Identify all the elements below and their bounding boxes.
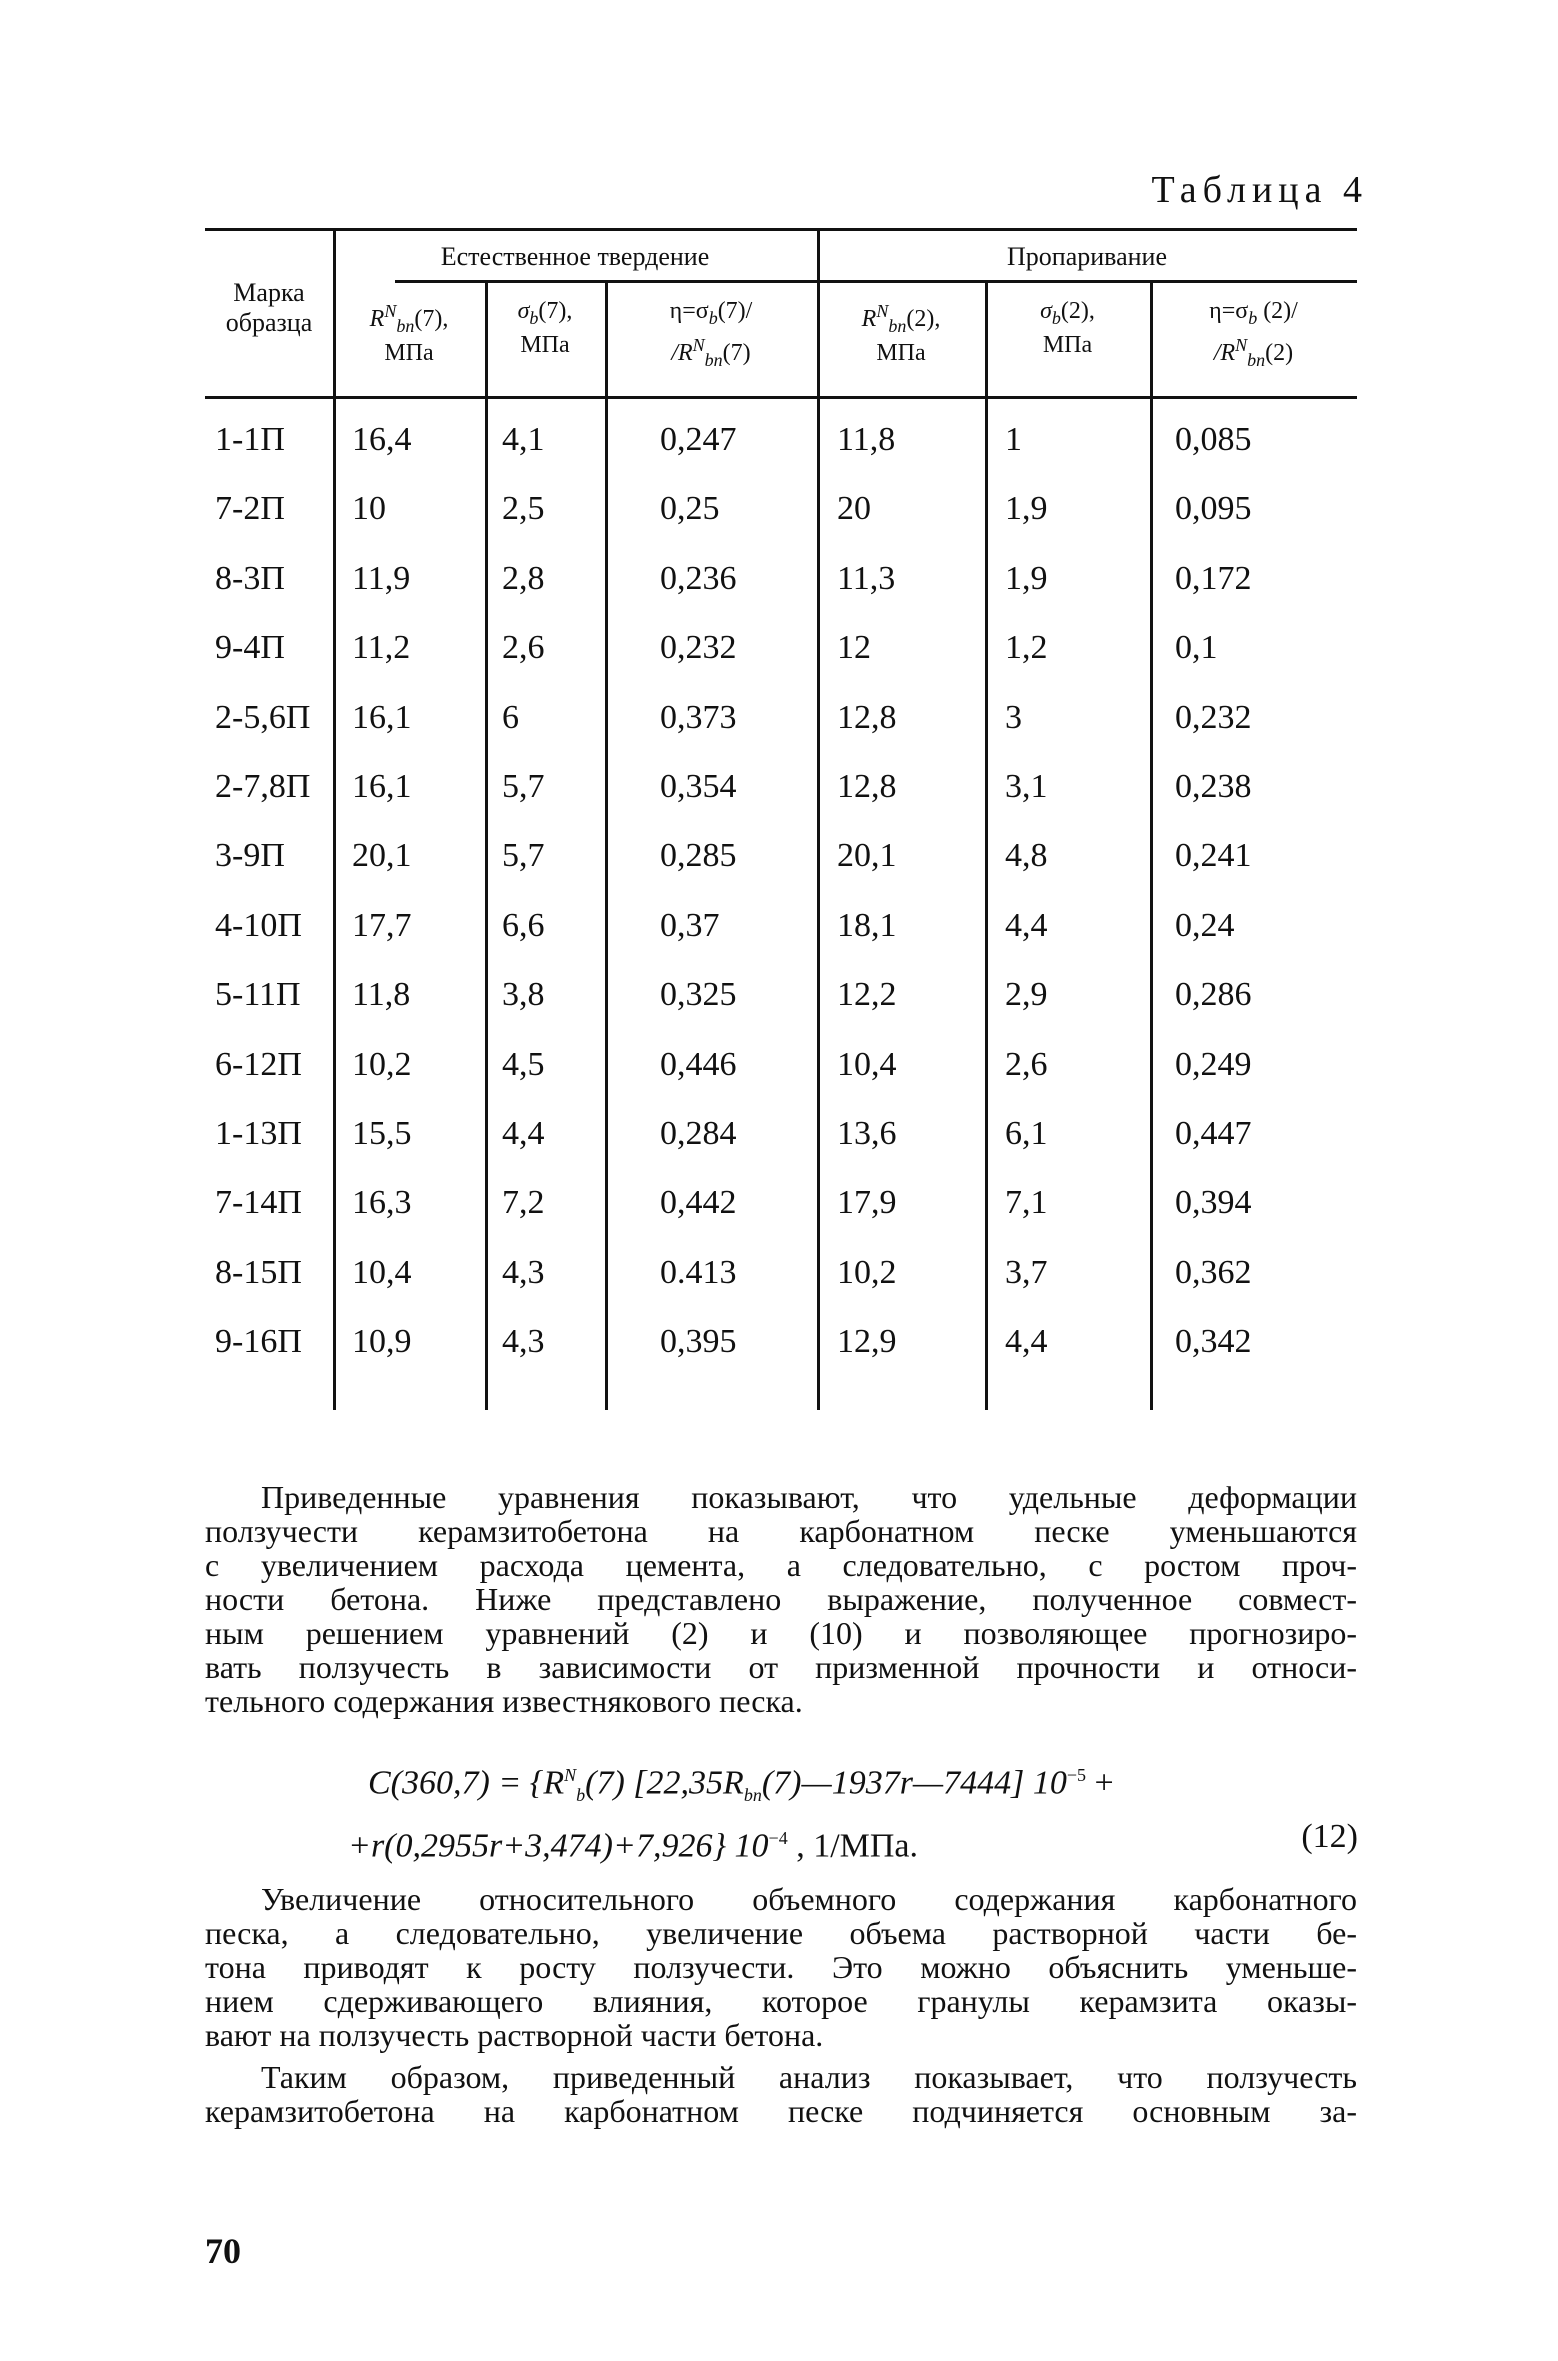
table-cell: 13,6 xyxy=(837,1115,897,1152)
header-mark-line2: образца xyxy=(225,308,313,337)
header-natural-eta-den-sup: N xyxy=(692,334,705,355)
table-cell: 1,9 xyxy=(1005,559,1048,597)
formula-2-b: , 1/МПа. xyxy=(787,1827,919,1865)
table-cell: 3,1 xyxy=(1005,768,1048,805)
paragraph-1 xyxy=(205,1480,1357,1718)
table-cell: 11,3 xyxy=(837,559,896,597)
header-natural-eta-tail: (7)/ xyxy=(717,298,753,324)
table-cell: 0,395 xyxy=(660,1323,737,1361)
table-cell-mark: 9-16П xyxy=(215,1323,302,1361)
table-cell: 11,8 xyxy=(837,421,896,458)
table-cell: 0,446 xyxy=(660,1045,737,1083)
formula-1-exp: −5 xyxy=(1066,1765,1087,1785)
table-cell: 11,8 xyxy=(352,976,411,1014)
table-cell: 2,9 xyxy=(1005,976,1048,1014)
formula-1-b: (7) [22,35R xyxy=(585,1764,744,1802)
col-divider-1 xyxy=(333,228,336,1410)
header-natural-sigma-unit: МПа xyxy=(520,331,570,358)
table-cell: 16,1 xyxy=(352,698,412,736)
header-group-natural: Естественное твердение xyxy=(440,242,710,271)
table-cell: 0,325 xyxy=(660,976,737,1014)
table-cell: 5,7 xyxy=(502,837,545,875)
header-steam-rbn-sub: bn xyxy=(888,315,907,336)
table-cell: 17,7 xyxy=(352,906,412,944)
formula-1-d: + xyxy=(1086,1764,1114,1802)
table-cell: 0,247 xyxy=(660,421,737,458)
table-cell: 4,5 xyxy=(502,1045,545,1083)
header-steam-eta-den-sup: N xyxy=(1235,334,1248,355)
formula-1-sub2: bn xyxy=(743,1785,762,1806)
header-steam-eta-sym: η=σ xyxy=(1209,298,1249,324)
paragraph-2-line: нием сдерживающего влияния, которое гранулы керамзита оказы- xyxy=(205,1983,1357,2019)
table-caption: Таблица 4 xyxy=(1151,169,1368,211)
paragraph-3 xyxy=(205,2060,1357,2128)
header-steam-eta-tail: (2)/ xyxy=(1257,298,1298,324)
col-divider-6 xyxy=(1150,280,1153,1410)
header-natural-eta-den-sub: bn xyxy=(704,349,723,370)
table-cell: 2,5 xyxy=(502,490,545,528)
table-cell-mark: 8-3П xyxy=(215,559,285,597)
header-natural-sigma-tail: (7), xyxy=(538,298,573,324)
header-natural-rbn-sym: R xyxy=(369,306,385,332)
paragraph-1-line: ным решением уравнений (2) и (10) и позволяющее прогнозиро- xyxy=(205,1615,1357,1651)
header-natural-eta-den: /R xyxy=(671,339,693,366)
table-cell: 2,8 xyxy=(502,559,545,597)
header-natural-rbn xyxy=(333,298,485,367)
header-steam-eta xyxy=(1150,298,1357,374)
table-cell: 15,5 xyxy=(352,1115,412,1152)
header-mark-line1: Марка xyxy=(233,278,305,307)
table-cell-mark: 7-2П xyxy=(215,490,285,528)
paragraph-1-line: вать ползучесть в зависимости от призменной прочности и относи- xyxy=(205,1649,1357,1685)
table-cell: 10 xyxy=(352,490,386,528)
formula-line-1 xyxy=(368,1755,1114,1815)
paragraph-2 xyxy=(205,1882,1357,2052)
table-cell: 20 xyxy=(837,490,871,528)
paragraph-1-line: Приведенные уравнения показывают, что удельные деформации xyxy=(261,1479,1357,1515)
table-cell: 12,8 xyxy=(837,698,897,736)
table-cell: 0,24 xyxy=(1175,906,1235,944)
table-cell: 0,286 xyxy=(1175,976,1252,1014)
header-natural-rbn-sup: N xyxy=(384,301,397,321)
header-natural-rbn-tail: (7), xyxy=(414,306,449,332)
table-cell: 4,4 xyxy=(1005,1323,1048,1361)
table-cell-mark: 3-9П xyxy=(215,837,285,875)
table-cell: 3 xyxy=(1005,698,1022,736)
table-cell: 11,9 xyxy=(352,559,411,597)
header-natural-sigma xyxy=(485,298,605,359)
table-cell: 17,9 xyxy=(837,1184,897,1222)
paragraph-2-line: тона приводят к росту ползучести. Это можно объяснить уменьше- xyxy=(205,1949,1357,1985)
table-cell: 0,172 xyxy=(1175,559,1252,597)
paragraph-1-line: с увеличением расхода цемента, а следовательно, с ростом проч- xyxy=(205,1547,1357,1583)
header-natural-eta xyxy=(605,298,817,374)
paragraph-3-line: Таким образом, приведенный анализ показывает, что ползучесть xyxy=(261,2059,1357,2095)
header-steam-eta-den-sub: bn xyxy=(1247,349,1266,370)
table-cell: 4,1 xyxy=(502,421,545,458)
table-cell-mark: 1-1П xyxy=(215,421,285,458)
col-divider-4 xyxy=(817,228,820,1410)
header-steam-eta-sub: b xyxy=(1248,307,1258,328)
table-cell: 0,394 xyxy=(1175,1184,1252,1222)
paragraph-3-line: керамзитобетона на карбонатном песке подчиняется основным за- xyxy=(205,2093,1357,2129)
table-cell: 4,3 xyxy=(502,1253,545,1291)
table-cell: 0,354 xyxy=(660,768,737,805)
col-divider-2 xyxy=(485,280,488,1410)
header-steam-eta-den-tail: (2) xyxy=(1265,339,1294,366)
table-cell: 0,095 xyxy=(1175,490,1252,528)
header-natural-sigma-sym: σ xyxy=(517,298,530,324)
table-cell: 11,2 xyxy=(352,629,411,667)
table-cell: 18,1 xyxy=(837,906,897,944)
table-cell: 0.413 xyxy=(660,1253,737,1291)
header-steam-rbn-sup: N xyxy=(876,301,889,321)
table-cell: 1,9 xyxy=(1005,490,1048,528)
table-cell: 10,2 xyxy=(837,1253,897,1291)
header-mark xyxy=(205,278,333,338)
formula-1-c: (7)—1937r—7444] 10 xyxy=(761,1764,1067,1802)
table-cell: 2,6 xyxy=(1005,1045,1048,1083)
header-steam-sigma xyxy=(985,298,1150,359)
table-cell: 0,241 xyxy=(1175,837,1252,875)
table-cell: 4,8 xyxy=(1005,837,1048,875)
table-cell: 7,1 xyxy=(1005,1184,1048,1222)
header-natural-sigma-sub: b xyxy=(529,307,539,328)
col-divider-5 xyxy=(985,280,988,1410)
header-steam-eta-den: /R xyxy=(1213,339,1236,366)
col-divider-3 xyxy=(605,280,608,1410)
table-cell: 5,7 xyxy=(502,768,545,805)
table-cell-mark: 1-13П xyxy=(215,1115,302,1152)
table-cell: 4,3 xyxy=(502,1323,545,1361)
header-steam-rbn xyxy=(817,298,985,367)
header-steam-rbn-unit: МПа xyxy=(876,339,926,366)
header-natural-eta-sym: η=σ xyxy=(669,298,709,324)
formula-2-a: +r(0,2955r+3,474)+7,926} 10 xyxy=(348,1827,769,1865)
page-number: 70 xyxy=(205,2231,241,2271)
header-natural-rbn-unit: МПа xyxy=(384,339,434,366)
table-cell: 20,1 xyxy=(837,837,897,875)
table-cell: 0,249 xyxy=(1175,1045,1252,1083)
formula-1-a: C(360,7) = {R xyxy=(368,1764,565,1802)
table-cell: 10,9 xyxy=(352,1323,412,1361)
paragraph-2-line: вают на ползучесть растворной части бетона. xyxy=(205,2017,824,2053)
header-steam-rbn-sym: R xyxy=(861,306,877,332)
formula-1-sup: N xyxy=(564,1765,577,1785)
data-table xyxy=(205,228,1357,1410)
table-cell: 0,25 xyxy=(660,490,720,528)
table-cell-mark: 9-4П xyxy=(215,629,285,667)
header-steam-sigma-unit: МПа xyxy=(1042,331,1093,358)
table-cell: 0,285 xyxy=(660,837,737,875)
table-cell: 4,4 xyxy=(502,1115,545,1152)
table-cell: 12,9 xyxy=(837,1323,897,1361)
header-steam-rbn-tail: (2), xyxy=(906,306,941,332)
header-natural-eta-den-tail: (7) xyxy=(722,339,751,366)
table-cell: 7,2 xyxy=(502,1184,545,1222)
equation-number: (12) xyxy=(1301,1818,1358,1855)
table-cell: 16,1 xyxy=(352,768,412,805)
table-cell: 0,1 xyxy=(1175,629,1218,667)
header-natural-rbn-sub: bn xyxy=(396,315,415,336)
table-cell-mark: 5-11П xyxy=(215,976,301,1014)
table-cell-mark: 8-15П xyxy=(215,1253,302,1291)
paragraph-1-line: ности бетона. Ниже представлено выражение, полученное совмест- xyxy=(205,1581,1357,1617)
header-bottom-rule xyxy=(205,396,1357,399)
table-cell: 6,6 xyxy=(502,906,545,944)
table-cell: 6,1 xyxy=(1005,1115,1048,1152)
table-cell-mark: 2-7,8П xyxy=(215,768,311,805)
table-cell: 3,8 xyxy=(502,976,545,1014)
table-cell-mark: 2-5,6П xyxy=(215,698,311,736)
header-steam-sigma-sub: b xyxy=(1051,307,1061,328)
table-cell: 0,373 xyxy=(660,698,737,736)
table-cell: 16,3 xyxy=(352,1184,412,1222)
table-cell: 10,4 xyxy=(352,1253,412,1291)
header-steam-sigma-tail: (2), xyxy=(1060,298,1095,324)
table-cell: 1 xyxy=(1005,421,1022,458)
table-cell: 3,7 xyxy=(1005,1253,1048,1291)
table-cell-mark: 6-12П xyxy=(215,1045,302,1083)
formula-2-exp: −4 xyxy=(768,1828,788,1848)
table-cell: 0,085 xyxy=(1175,421,1252,458)
table-cell: 2,6 xyxy=(502,629,545,667)
table-cell: 6 xyxy=(502,698,519,736)
table-top-rule xyxy=(205,228,1357,231)
table-cell: 0,362 xyxy=(1175,1253,1252,1291)
table-cell: 0,232 xyxy=(1175,698,1252,736)
paragraph-2-line: песка, а следовательно, увеличение объема растворной части бе- xyxy=(205,1915,1357,1951)
table-cell: 1,2 xyxy=(1005,629,1048,667)
paragraph-2-line: Увеличение относительного объемного содержания карбонатного xyxy=(261,1881,1357,1917)
paragraph-1-line: тельного содержания известнякового песка. xyxy=(205,1683,803,1719)
table-cell: 20,1 xyxy=(352,837,412,875)
table-cell: 12,2 xyxy=(837,976,897,1014)
table-cell: 0,447 xyxy=(1175,1115,1252,1152)
table-cell: 0,442 xyxy=(660,1184,737,1222)
table-cell: 0,342 xyxy=(1175,1323,1252,1361)
table-cell: 10,2 xyxy=(352,1045,412,1083)
formula-1-sub: b xyxy=(576,1785,586,1806)
table-cell: 0,238 xyxy=(1175,768,1252,805)
table-cell: 0,284 xyxy=(660,1115,737,1152)
table-cell: 0,232 xyxy=(660,629,737,667)
header-natural-eta-sub: b xyxy=(708,307,718,328)
table-cell: 12,8 xyxy=(837,768,897,805)
formula-line-2 xyxy=(348,1818,918,1866)
table-cell: 10,4 xyxy=(837,1045,897,1083)
table-cell-mark: 7-14П xyxy=(215,1184,302,1222)
table-cell: 0,236 xyxy=(660,559,737,597)
table-cell: 12 xyxy=(837,629,871,667)
header-steam-sigma-sym: σ xyxy=(1040,298,1052,324)
header-group-steam: Пропаривание xyxy=(1007,242,1167,271)
table-cell: 16,4 xyxy=(352,421,412,458)
paragraph-1-line: ползучести керамзитобетона на карбонатном песке уменьшаются xyxy=(205,1513,1357,1549)
table-cell: 0,37 xyxy=(660,906,720,944)
table-cell-mark: 4-10П xyxy=(215,906,302,944)
table-cell: 4,4 xyxy=(1005,906,1048,944)
group-header-rule xyxy=(395,280,1357,283)
